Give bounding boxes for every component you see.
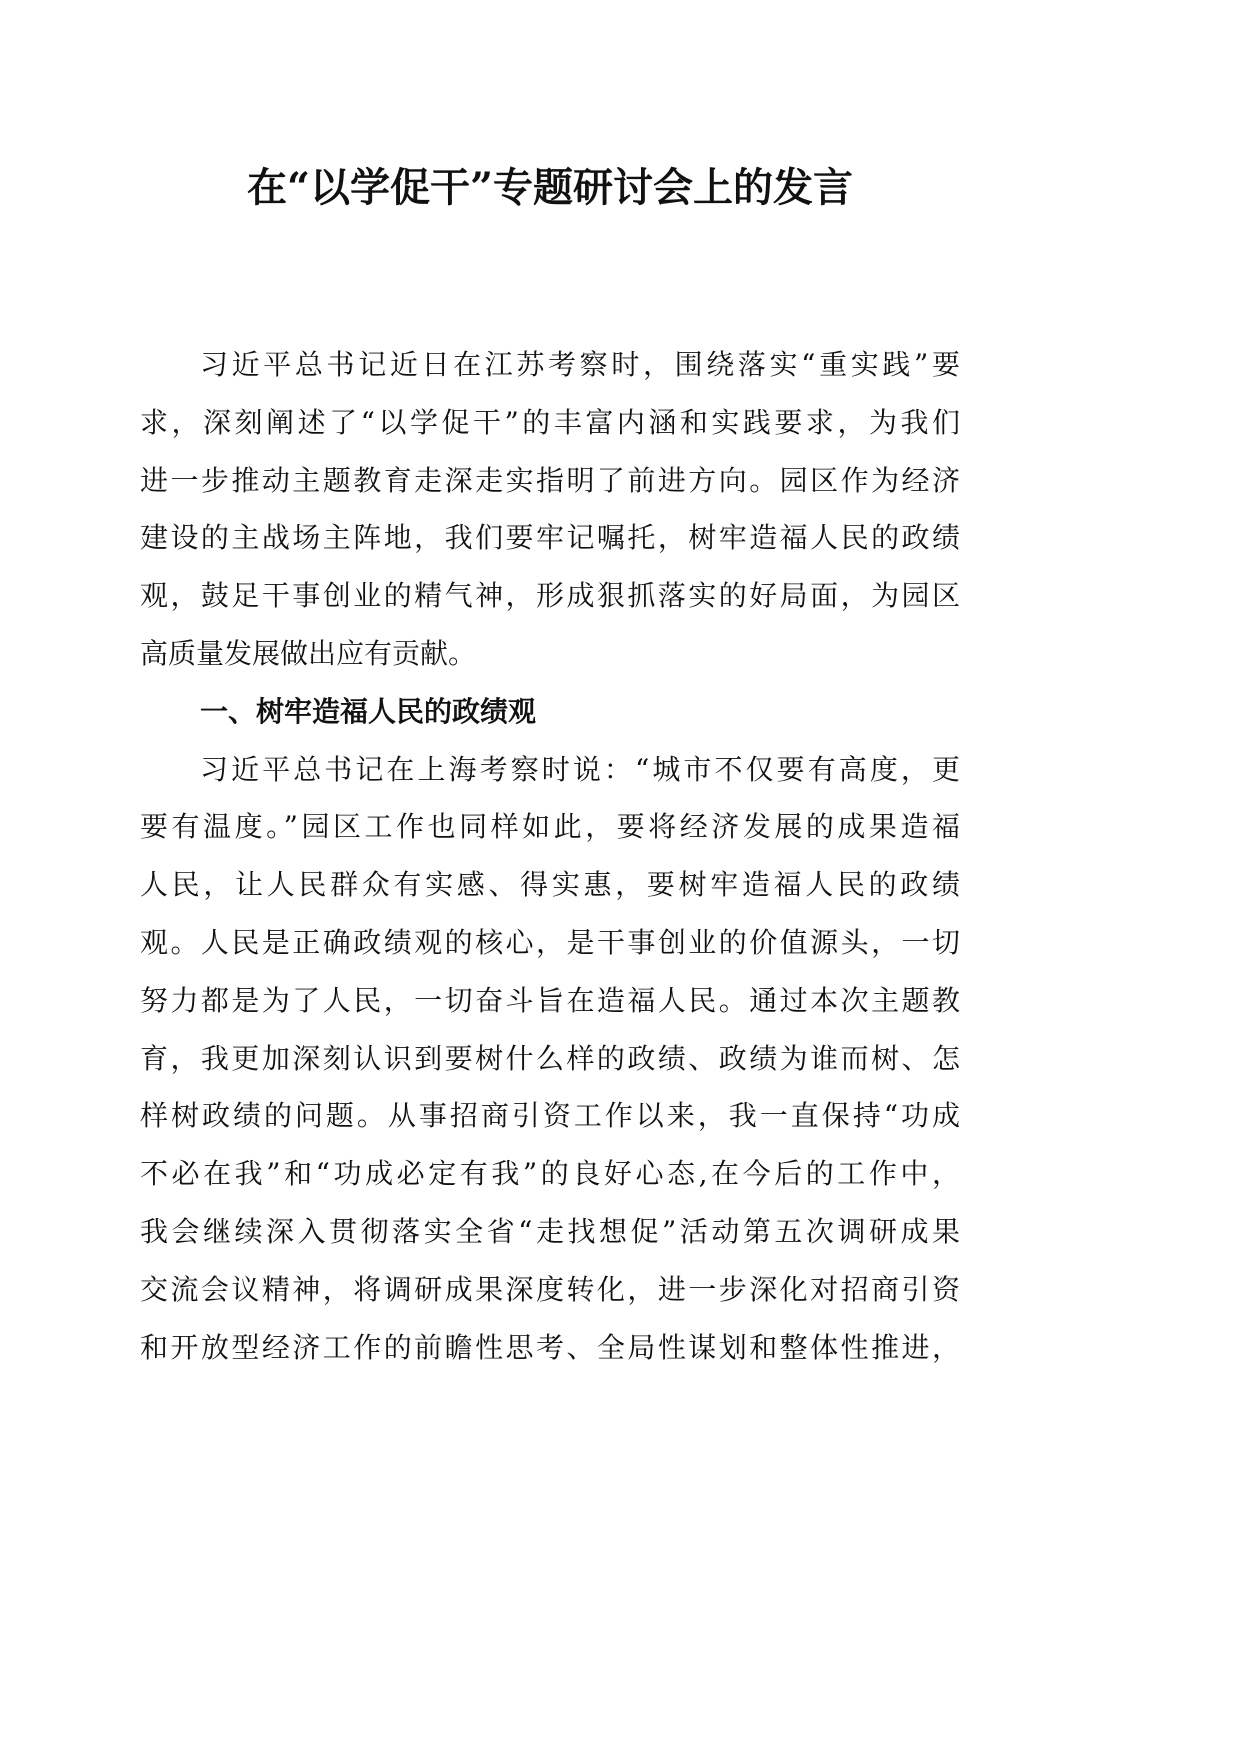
- paragraph-line: 样树政绩的问题。从事招商引资工作以来，我一直保持“功成: [140, 1099, 960, 1133]
- document-title: 在“以学促干”专题研讨会上的发言: [246, 164, 853, 211]
- paragraph-line: 不必在我”和“功成必定有我”的良好心态,在今后的工作中，: [140, 1157, 960, 1191]
- paragraph-line: 高质量发展做出应有贡献。: [140, 636, 477, 670]
- paragraph-line: 观。人民是正确政绩观的核心，是干事创业的价值源头，一切: [140, 925, 960, 959]
- paragraph-line: 进一步推动主题教育走深走实指明了前进方向。园区作为经济: [140, 463, 960, 497]
- paragraph-line: 要有温度。”园区工作也同样如此，要将经济发展的成果造福: [140, 810, 960, 844]
- intro-paragraph: [140, 336, 960, 683]
- paragraph-line: 交流会议精神，将调研成果深度转化，进一步深化对招商引资: [140, 1272, 960, 1306]
- paragraph-line: 我会继续深入贯彻落实全省“走找想促”活动第五次调研成果: [140, 1214, 960, 1248]
- paragraph-line: 和开放型经济工作的前瞻性思考、全局性谋划和整体性推进，: [140, 1330, 960, 1364]
- paragraph-line: 习近平总书记近日在江苏考察时，围绕落实“重实践”要: [200, 348, 960, 381]
- section-paragraph: [140, 741, 960, 1377]
- paragraph-line: 努力都是为了人民，一切奋斗旨在造福人民。通过本次主题教: [140, 983, 960, 1017]
- paragraph-line: 育，我更加深刻认识到要树什么样的政绩、政绩为谁而树、怎: [140, 1041, 960, 1075]
- section-heading: 一、树牢造福人民的政绩观: [200, 694, 537, 728]
- paragraph-line: 观，鼓足干事创业的精气神，形成狠抓落实的好局面，为园区: [140, 579, 960, 613]
- paragraph-line: 人民，让人民群众有实感、得实惠，要树牢造福人民的政绩: [140, 868, 960, 902]
- paragraph-line: 习近平总书记在上海考察时说：“城市不仅要有高度，更: [200, 752, 960, 786]
- paragraph-line: 建设的主战场主阵地，我们要牢记嘱托，树牢造福人民的政绩: [140, 521, 960, 555]
- document-body: [140, 336, 960, 1376]
- paragraph-line: 求，深刻阐述了“以学促干”的丰富内涵和实践要求，为我们: [140, 405, 960, 439]
